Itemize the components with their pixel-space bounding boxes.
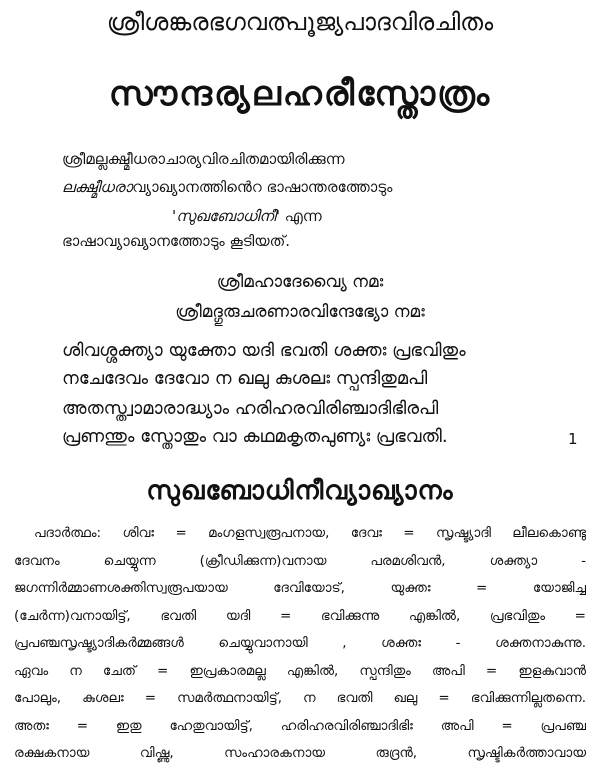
commentary-name: സുഖബോധിനീ [176,207,276,225]
quote-close: ' എന്ന [275,207,322,225]
verse-line-2: നചേദേവം ദേവോ ന ഖലു കുശലഃ സ്പന്ദിതുമപി [62,368,428,389]
author-attribution: ശ്രീശങ്കരഭഗവത്പൂജ്യപാദവിരചിതം [106,8,494,36]
commentary-line: ജഗന്നിർമ്മാണശക്തിസ്വരൂപയായ ദേവിയോട്, യുക്തഃ = യോജിച്ച [14,580,586,596]
commentary-line: ദേവനം ചെയ്യുന്ന (ക്രീഡിക്കുന്ന)വനായ പരമശിവൻ, ശക്ത്യാ - [14,552,586,569]
verse-line-4: പ്രണന്തും സ്തോതും വാ കഥമകൃതപുണ്യഃ പ്രഭവതി. [62,426,448,447]
quote-open: ' [172,207,177,225]
verse-line-3: അതസ്ത്വാമാരാദ്ധ്യാം ഹരിഹരവിരിഞ്ചാദിഭിരപി [62,398,439,419]
intro-line-4: ഭാഷാവ്യാഖ്യാനത്തോടും കൂടിയത്. [62,232,290,250]
verse-line-1: ശിവശ്ശക്ത്യാ യുക്തോ യദി ഭവതി ശക്തഃ പ്രഭവിതും [62,340,466,361]
invocation-line-1: ശ്രീമഹാദേവ്യൈ നമഃ [216,272,384,292]
commentary-line: പദാർത്ഥം: ശിവഃ = മംഗളസ്വരൂപനായ, ദേവഃ = സൃഷ്ട്യാദി ലീലകൊണ്ടു [34,525,586,541]
verse-number: 1 [568,430,578,448]
intro-line-2 [62,178,600,196]
commentary-line: രക്ഷകനായ വിഷ്ണു, സംഹാരകനായ രുദ്രൻ, സൃഷ്ടികർത്താവായ [14,745,586,761]
commentary-line: പോലും, കുശലഃ = സമർത്ഥനായിട്ട്, ന ഭവതി ഖലു = ഭവിക്കുന്നില്ലതന്നെ. [14,690,586,706]
section-title: സുഖബോധിനീവ്യാഖ്യാനം [146,476,454,506]
page-title: സൗന്ദര്യലഹരീസ്തോത്രം [108,74,492,114]
intro-line-2-rest: വ്യാഖ്യാനത്തിൻെറ ഭാഷാന്തരത്തോടും [132,178,393,196]
commentary-body [14,520,586,768]
commentary-line: ഏവം ന ചേത് = ഇപ്രകാരമല്ല എങ്കിൽ, സ്പന്ദിതും അപി = ഇളകുവാൻ [14,662,586,679]
commentary-line: അതഃ = ഇതു ഹേതുവായിട്ട്, ഹരിഹരവിരിഞ്ചാദിഭിഃ അപി = പ്രപഞ്ച [14,717,586,734]
commentary-line: (ചേർന്ന)വനായിട്ട്, ഭവതി യദി = ഭവിക്കുന്നു എങ്കിൽ, പ്രഭവിതും = [14,607,586,624]
invocation-line-2: ശ്രീമദ്ഗുരുചരണാരവിന്ദേഭ്യോ നമഃ [175,302,425,322]
intro-line-1: ശ്രീമല്ലക്ഷ്മീധരാചാര്യവിരചിതമായിരിക്കുന്ന [62,150,345,168]
commentary-line: പ്രപഞ്ചസൃഷ്ട്യാദികർമ്മങ്ങൾ ചെയ്യുവാനായി , ശക്തഃ - ശക്തനാകുന്നു. [14,635,586,651]
intro-italic-term: ലക്ഷ്മീധരാ [62,178,133,196]
intro-line-3 [172,207,600,225]
